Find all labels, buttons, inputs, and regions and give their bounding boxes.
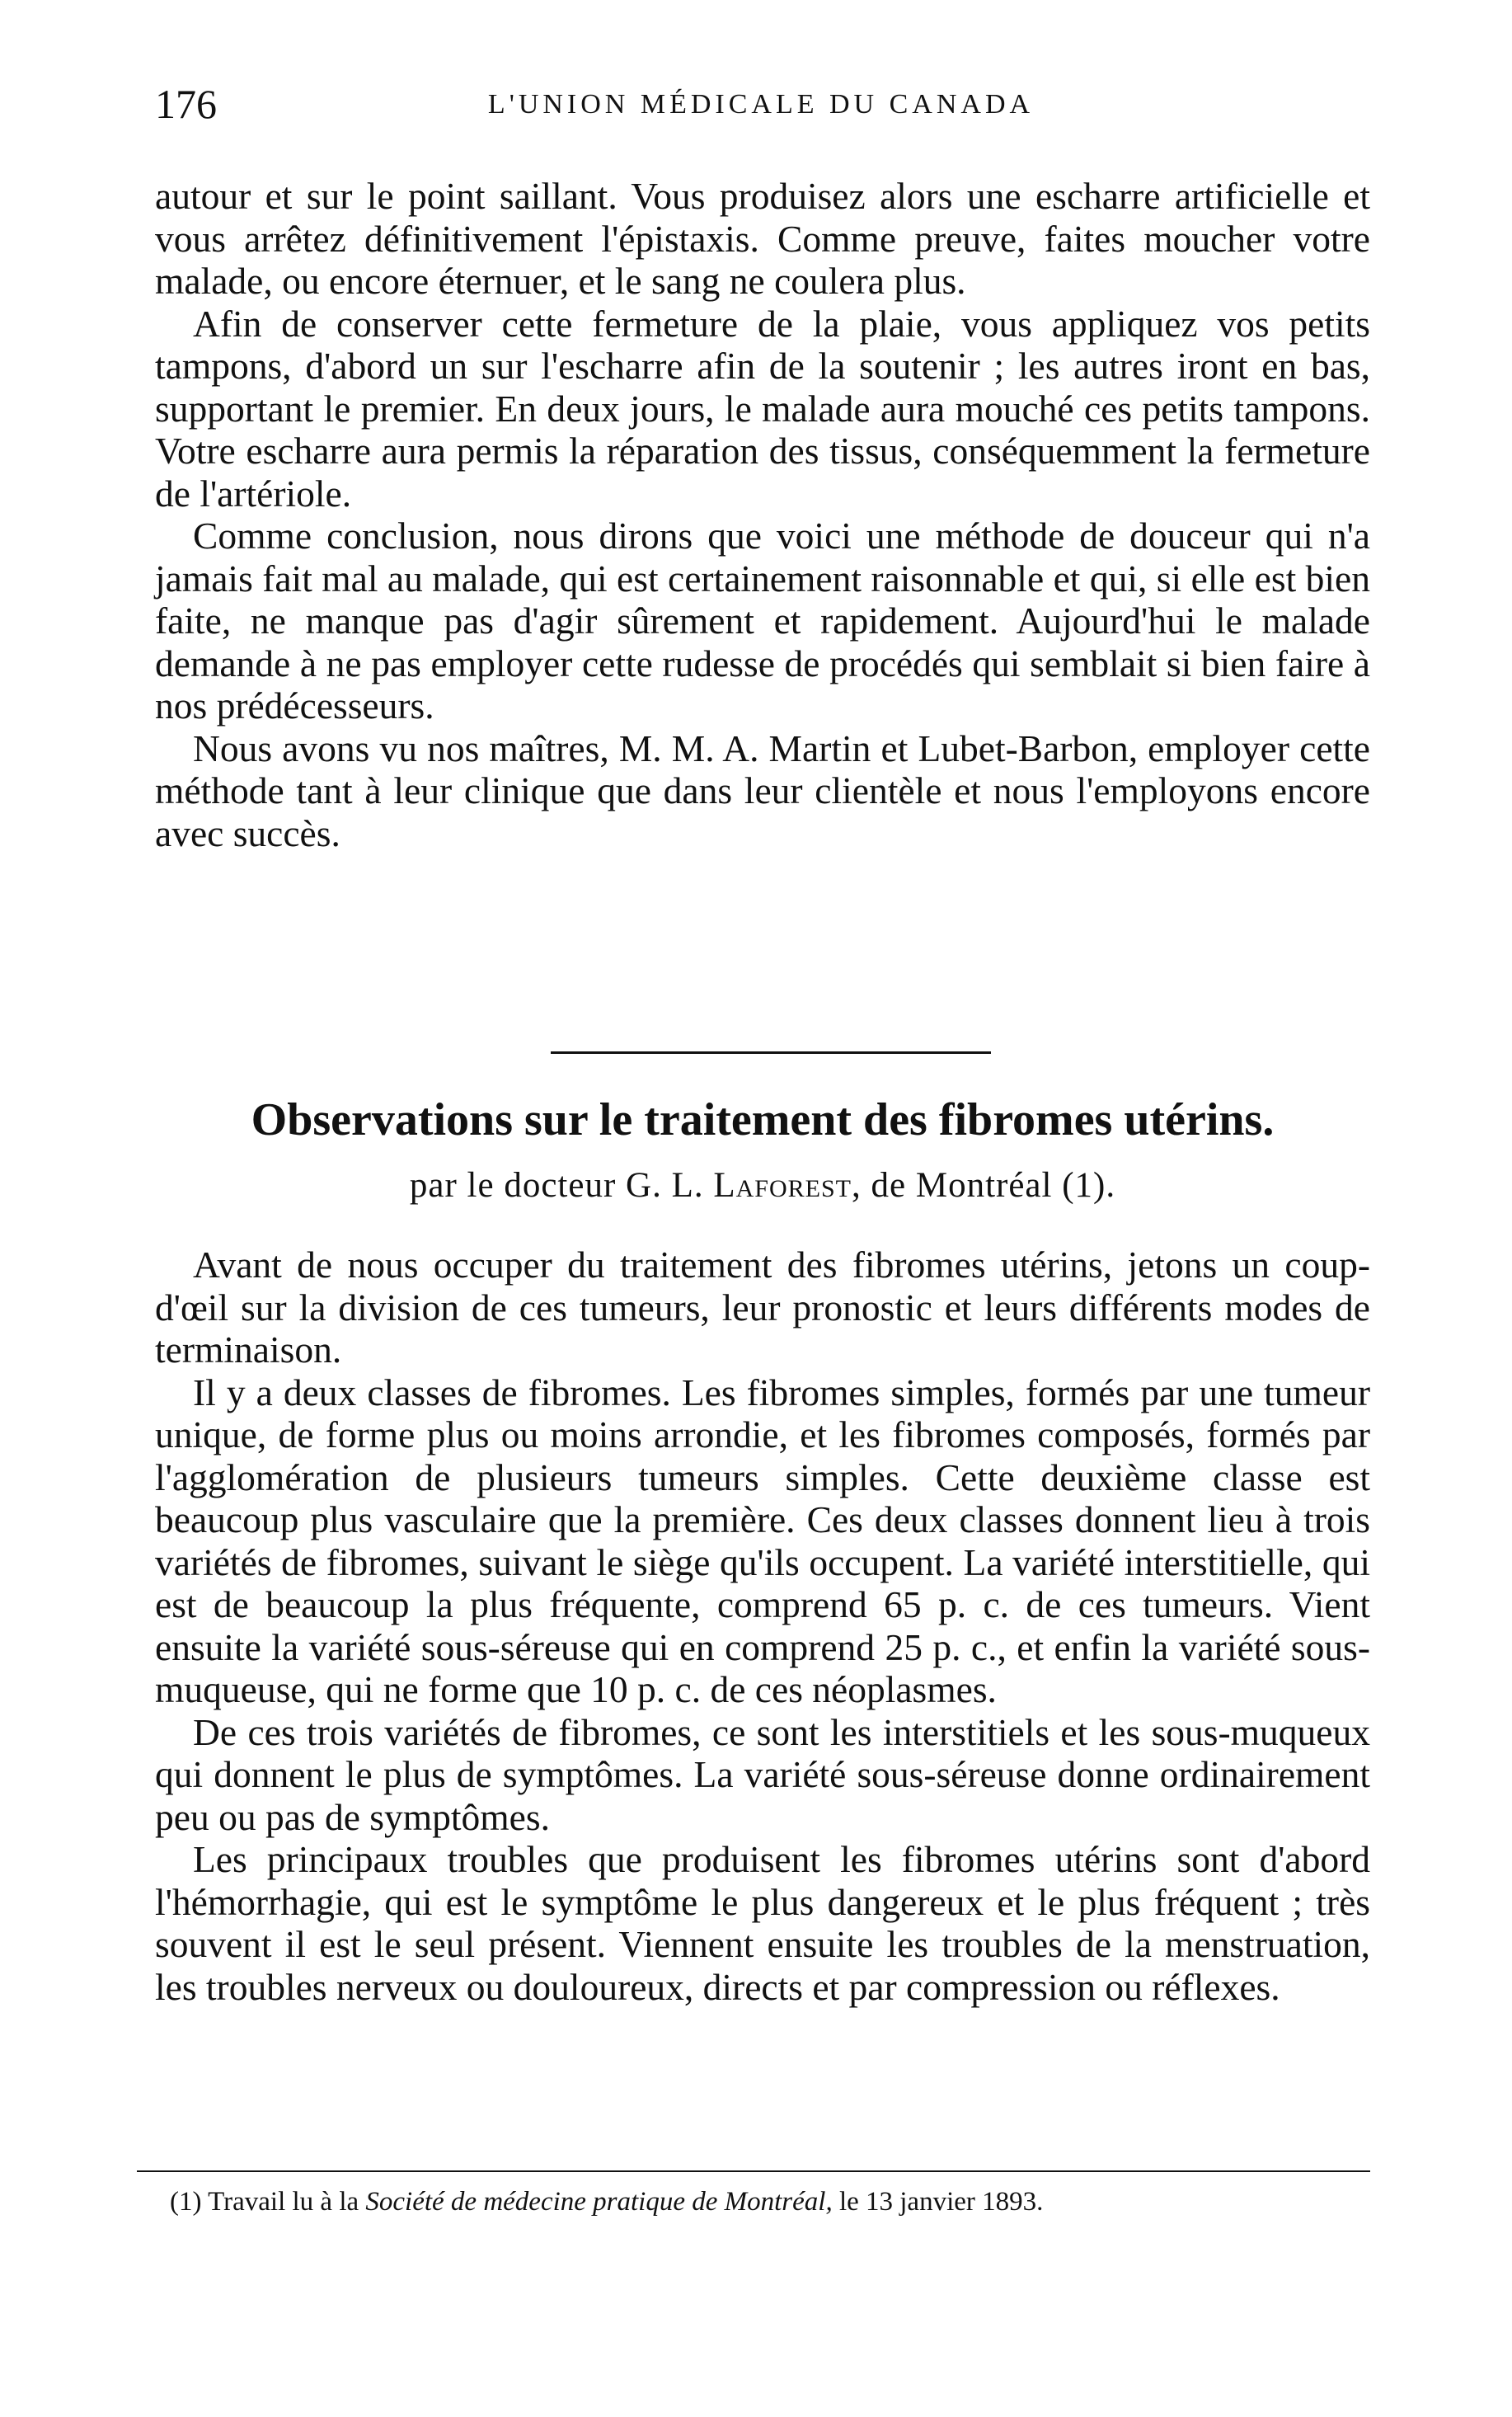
continued-article-text [155,175,1370,854]
footnote [170,2184,1373,2220]
paragraph: Afin de conserver cette fermeture de la plaie, vous appliquez vos petits tampons, d'abord un sur l'escharre afin de la soutenir ; les autres iront en bas, supportant le premier. En deux jours, le malade aura mouché ces petits tampons. Votre escharre aura permis la réparation des tissus, conséquemment la fermeture de l'artériole. [155,302,1370,515]
page-header [155,79,1367,129]
running-title: L'UNION MÉDICALE DU CANADA [487,89,1035,120]
article-byline [155,1161,1370,1211]
byline-suffix: , de Montréal (1). [852,1166,1116,1205]
paragraph: Les principaux troubles que produisent les fibromes utérins sont d'abord l'hémorrhagie, qui est le symptôme le plus dangereux et le plus fréquent ; très souvent il est le seul présent. Viennent ensuite les troubles de la menstruation, les troubles nerveux ou douloureux, directs et par compression ou réflexes. [155,1838,1370,2008]
footnote-suffix: le 13 janvier 1893. [838,2187,1044,2217]
paragraph: Comme conclusion, nous dirons que voici une méthode de douceur qui n'a jamais fait mal au malade, qui est certainement raisonnable et qui, si elle est bien faite, ne manque pas d'agir sûrement et rapidement. Aujourd'hui le malade demande à ne pas employer cette rudesse de procédés qui semblait si bien faire à nos prédécesseurs. [155,515,1370,727]
footnote-rule [137,2170,1370,2172]
article-title: Observations sur le traitement des fibromes utérins. [251,1094,1275,1145]
section-divider [551,1051,991,1054]
paragraph: De ces trois variétés de fibromes, ce sont les interstitiels et les sous-muqueux qui donnent le plus de symptômes. La variété sous-séreuse donne ordinairement peu ou pas de symptômes. [155,1710,1370,1838]
page-number: 176 [155,81,217,127]
author-name: Laforest [713,1166,852,1205]
paragraph: Nous avons vu nos maîtres, M. M. A. Martin et Lubet-Barbon, employer cette méthode tant à leur clinique que dans leur clientèle et nous l'employons encore avec succès. [155,727,1370,854]
article-body [155,1244,1370,2008]
footnote-society: Société de médecine pratique de Montréal, [365,2187,833,2217]
byline-prefix: par le docteur G. L. [409,1166,704,1205]
paragraph: Avant de nous occuper du traitement des fibromes utérins, jetons un coup-d'œil sur la division de ces tumeurs, leur pronostic et leurs différents modes de terminaison. [155,1244,1370,1371]
paragraph: autour et sur le point saillant. Vous produisez alors une escharre artificielle et vous arrêtez définitivement l'épistaxis. Comme preuve, faites moucher votre malade, ou encore éternuer, et le sang ne coulera plus. [155,175,1370,302]
footnote-prefix: (1) Travail lu à la [170,2187,359,2217]
paragraph: Il y a deux classes de fibromes. Les fibromes simples, formés par une tumeur unique, de forme plus ou moins arrondie, et les fibromes composés, formés par l'agglomération de plusieurs tumeurs simples. Cette deuxième classe est beaucoup plus vasculaire que la première. Ces deux classes donnent lieu à trois variétés de fibromes, suivant le siège qu'ils occupent. La variété interstitielle, qui est de beaucoup la plus fréquente, comprend 65 p. c. de ces tumeurs. Vient ensuite la variété sous-séreuse qui en comprend 25 p. c., et enfin la variété sous-muqueuse, qui ne forme que 10 p. c. de ces néoplasmes. [155,1371,1370,1710]
